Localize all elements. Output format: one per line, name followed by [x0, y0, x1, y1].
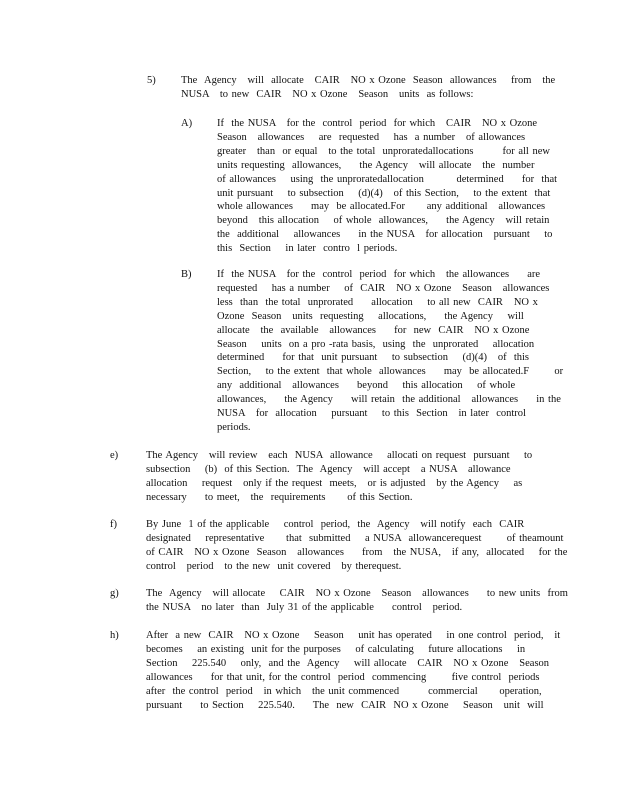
text-line: allocate the available allowances for new CAIR NO x Ozone: [217, 324, 530, 336]
text-line: requested has a number of CAIR NO x Ozone Season allowances: [217, 282, 550, 294]
item-label-e: e): [110, 450, 119, 461]
item-text-g: [146, 587, 568, 615]
text-line: the additional allowances in the NUSA for allocation pursuant to: [217, 229, 553, 241]
text-line: becomes an existing unit for the purposes of calculating future allocations in: [146, 643, 526, 655]
text-line: whole allowances may be allocated.For any additional allowances: [217, 201, 546, 213]
item-label-g: g): [110, 588, 119, 599]
text-line: periods.: [217, 421, 251, 433]
text-line: Season units on a pro -rata basis, using the unprorated allocation: [217, 338, 535, 350]
text-line: allocation request only if the request meets, or is adjusted by the Agency as: [146, 477, 523, 489]
text-line: the NUSA no later than July 31 of the applicable control period.: [146, 601, 463, 613]
text-line: any additional allowances beyond this allocation of whole: [217, 380, 516, 392]
item-text-5: [181, 74, 556, 102]
text-line: NUSA to new CAIR NO x Ozone Season units as follows:: [181, 88, 474, 100]
text-line: The Agency will allocate CAIR NO x Ozone Season allowances from the: [181, 75, 556, 86]
item-text-b: [217, 268, 564, 435]
text-line: control period to the new unit covered by therequest.: [146, 560, 402, 572]
item-text-e: [146, 449, 533, 505]
item-text-a: [217, 117, 558, 256]
text-line: after the control period in which the unit commenced commercial operation,: [146, 685, 542, 697]
text-line: of CAIR NO x Ozone Season allowances from the NUSA, if any, allocated for the: [146, 546, 568, 558]
text-line: Section 225.540 only, and the Agency will allocate CAIR NO x Ozone Season: [146, 657, 550, 669]
text-line: Season allowances are requested has a number of allowances: [217, 131, 526, 143]
item-label-f: f): [110, 519, 117, 530]
text-line: allowances for that unit, for the control period commencing five control periods: [146, 671, 540, 683]
item-label-h: h): [110, 630, 119, 641]
text-line: this Section in later contro l periods.: [217, 243, 398, 255]
text-line: The Agency will review each NUSA allowance allocati on request pursuant to: [146, 450, 533, 461]
text-line: NUSA for allocation pursuant to this Section in later control: [217, 408, 526, 420]
text-line: The Agency will allocate CAIR NO x Ozone Season allowances to new units from: [146, 588, 568, 599]
text-line: designated representative that submitted a NUSA allowancerequest of theamount: [146, 532, 564, 544]
text-line: Ozone Season units requesting allocations, the Agency will: [217, 310, 524, 322]
item-label-5: 5): [147, 75, 156, 86]
text-line: If the NUSA for the control period for which CAIR NO x Ozone: [217, 118, 538, 129]
item-text-f: [146, 518, 568, 574]
text-line: less than the total unprorated allocation to all new CAIR NO x: [217, 296, 538, 308]
text-line: subsection (b) of this Section. The Agency will accept a NUSA allowance: [146, 463, 511, 475]
text-line: If the NUSA for the control period for which the allowances are: [217, 269, 541, 280]
text-line: Section, to the extent that whole allowances may be allocated.F or: [217, 366, 564, 378]
text-line: beyond this allocation of whole allowances, the Agency will retain: [217, 215, 550, 227]
text-line: allowances, the Agency will retain the additional allowances in the: [217, 394, 561, 406]
text-line: After a new CAIR NO x Ozone Season unit has operated in one control period, it: [146, 630, 561, 641]
text-line: units requesting allowances, the Agency will allocate the number: [217, 159, 535, 171]
text-line: necessary to meet, the requirements of this Section.: [146, 491, 413, 503]
text-line: By June 1 of the applicable control period, the Agency will notify each CAIR: [146, 519, 525, 530]
text-line: unit pursuant to subsection (d)(4) of this Section, to the extent that: [217, 187, 551, 199]
text-line: determined for that unit pursuant to subsection (d)(4) of this: [217, 352, 529, 364]
text-line: pursuant to Section 225.540. The new CAIR NO x Ozone Season unit will: [146, 699, 544, 711]
item-label-b: B): [181, 269, 192, 280]
item-label-a: A): [181, 118, 193, 129]
text-line: greater than or equal to the total unproratedallocations for all new: [217, 145, 550, 157]
text-line: of allowances using the unproratedallocation determined for that: [217, 173, 558, 185]
item-text-h: [146, 629, 561, 712]
